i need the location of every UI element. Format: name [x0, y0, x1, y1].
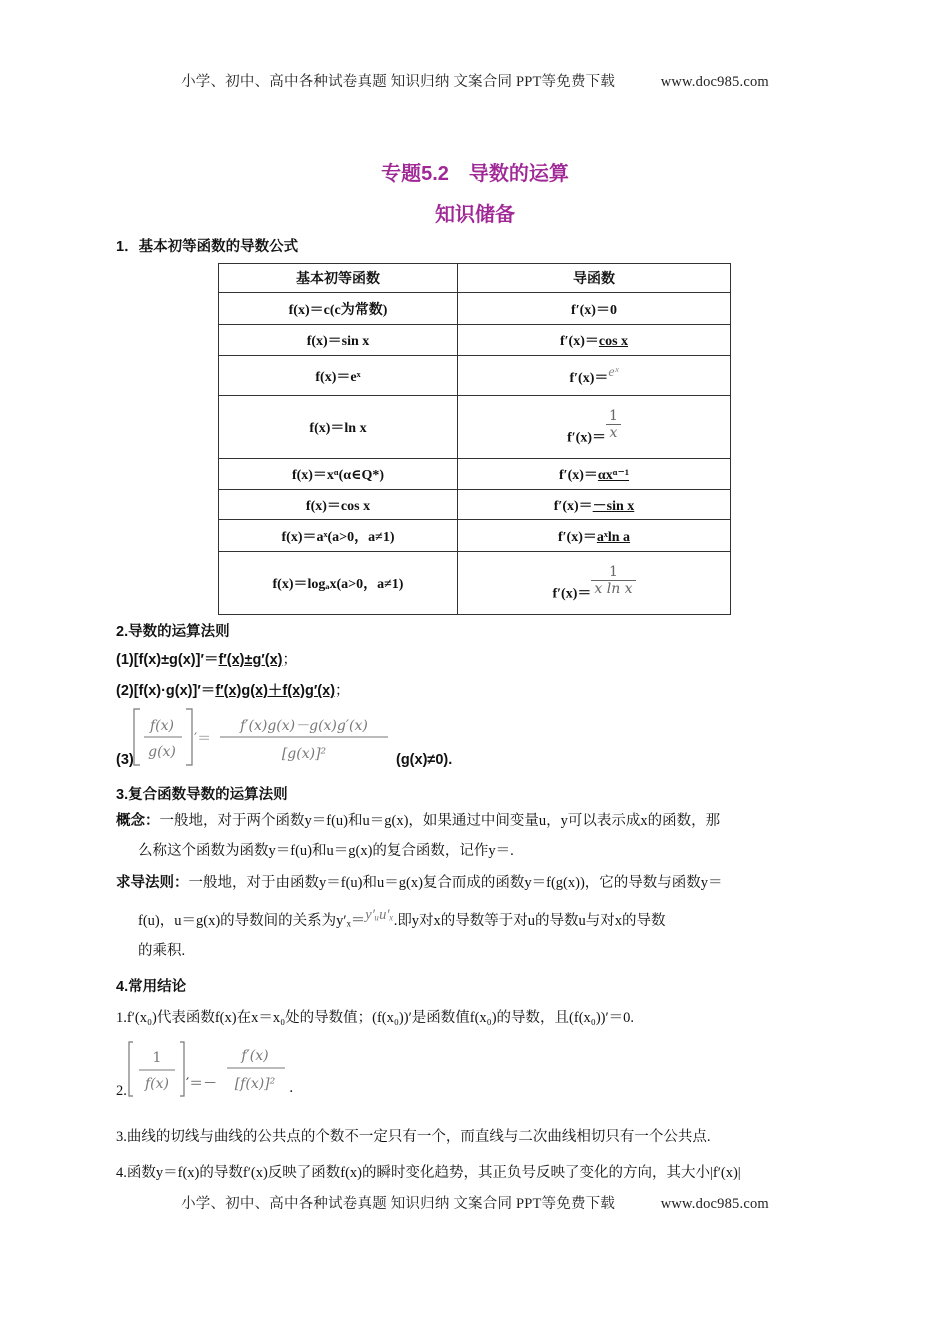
derivative-cell: f′(x)＝cos x	[458, 325, 731, 356]
concept-paragraph: 概念：一般地，对于两个函数y＝f(u)和u＝g(x)，如果通过中间变量u，y可以表示成x的函数，那 么称这个函数为函数y＝f(u)和u＝g(x)的复合函数，记作y＝.	[116, 813, 721, 859]
derivative-table	[218, 263, 731, 615]
derivative-cell: f′(x)＝aˣln a	[458, 520, 731, 552]
table-row	[219, 325, 731, 356]
section-3-heading: 3.复合函数导数的运算法则	[116, 787, 288, 803]
reciprocal-prime-eq: ′＝－	[186, 1076, 218, 1092]
function-cell: f(x)＝c(c为常数)	[219, 293, 458, 325]
quotient-numerator: f(x)	[149, 718, 175, 734]
conclusion-3: 3.曲线的切线与曲线的公共点的个数不一定只有一个，而直线与二次曲线相切只有一个公共点.	[116, 1129, 711, 1145]
table-header-row	[219, 264, 731, 293]
conclusion-4: 4.函数y＝f(x)的导数f′(x)反映了函数f(x)的瞬时变化趋势，其正负号反映了变化的方向，其大小|f′(x)|	[116, 1165, 741, 1181]
quotient-formula	[130, 706, 395, 768]
function-cell: f(x)＝logₐx(a>0，a≠1)	[219, 552, 458, 615]
table-col1-header: 基本初等函数	[219, 264, 458, 293]
section-4-heading: 4.常用结论	[116, 979, 187, 995]
section-2-heading: 2.导数的运算法则	[116, 624, 230, 640]
reciprocal-result-denominator: [f(x)]²	[234, 1076, 276, 1092]
reciprocal-denominator: f(x)	[144, 1076, 170, 1092]
function-cell: f(x)＝sin x	[219, 325, 458, 356]
table-row	[219, 490, 731, 520]
function-cell: f(x)＝xᵅ(α∈Q*)	[219, 459, 458, 490]
table-row	[219, 356, 731, 396]
conclusion-2-label: 2.	[116, 1083, 127, 1099]
footer-url: www.doc985.com	[660, 1196, 769, 1212]
derivative-cell: f′(x)＝0	[458, 293, 731, 325]
footer-text: 小学、初中、高中各种试卷真题 知识归纳 文案合同 PPT等免费下载	[181, 1196, 616, 1212]
page-header	[0, 70, 950, 91]
derivative-cell: f′(x)＝－sin x	[458, 490, 731, 520]
quotient-denominator: g(x)	[148, 744, 176, 760]
reciprocal-formula	[127, 1040, 297, 1100]
table-row	[219, 520, 731, 552]
function-cell: f(x)＝ln x	[219, 396, 458, 459]
table-row	[219, 552, 731, 615]
reciprocal-end: .	[289, 1080, 294, 1096]
rule-quotient: (3)	[116, 752, 134, 768]
derivative-cell: f′(x)＝αxᵅ⁻¹	[458, 459, 731, 490]
header-url: www.doc985.com	[660, 74, 769, 90]
quotient-result-denominator: [g(x)]²	[281, 746, 327, 762]
quotient-prime-eq: ′＝	[194, 731, 212, 747]
page-title: 专题5.2 导数的运算	[381, 163, 569, 185]
function-cell: f(x)＝eˣ	[219, 356, 458, 396]
derivative-cell: f′(x)＝eˣ	[458, 356, 731, 396]
quotient-condition: (g(x)≠0).	[396, 752, 453, 768]
table-row	[219, 293, 731, 325]
header-text: 小学、初中、高中各种试卷真题 知识归纳 文案合同 PPT等免费下载	[181, 74, 616, 90]
table-col2-header: 导函数	[458, 264, 731, 293]
rule-sum: (1)[f(x)±g(x)]′＝f′(x)±g′(x)；	[116, 652, 297, 668]
reciprocal-result-numerator: f′(x)	[241, 1048, 269, 1064]
chain-rule-paragraph: 求导法则：一般地，对于由函数y＝f(u)和u＝g(x)复合而成的函数y＝f(g(x))，它的导数与函数y＝ f(u)，u＝g(x)的导数间的关系为y′ₓ＝y′ᵤu′ₓ.即y对x的导数等于对u的导数u与对x的导数 的乘积.	[116, 875, 723, 959]
derivative-cell: f′(x)＝ $\frac{1}{x}$	[458, 396, 731, 459]
page-footer	[0, 1192, 950, 1213]
page-subtitle: 知识储备	[435, 204, 515, 226]
function-cell: f(x)＝aˣ(a>0，a≠1)	[219, 520, 458, 552]
quotient-result-numerator: f′(x)g(x)－g(x)g′(x)	[240, 718, 368, 734]
conclusion-1: 1.f′(x₀)代表函数f(x)在x＝x₀处的导数值；(f(x₀))′是函数值f(x₀)的导数，且(f(x₀))′＝0.	[116, 1010, 635, 1026]
function-cell: f(x)＝cos x	[219, 490, 458, 520]
reciprocal-numerator: 1	[152, 1050, 162, 1066]
table-row	[219, 396, 731, 459]
section-1-heading: 1．基本初等函数的导数公式	[116, 239, 299, 255]
rule-product: (2)[f(x)·g(x)]′＝f′(x)g(x)＋f(x)g′(x)；	[116, 683, 350, 699]
table-row	[219, 459, 731, 490]
derivative-cell: f′(x)＝ $\frac{1}{\text{x ln x}}$	[458, 552, 731, 615]
